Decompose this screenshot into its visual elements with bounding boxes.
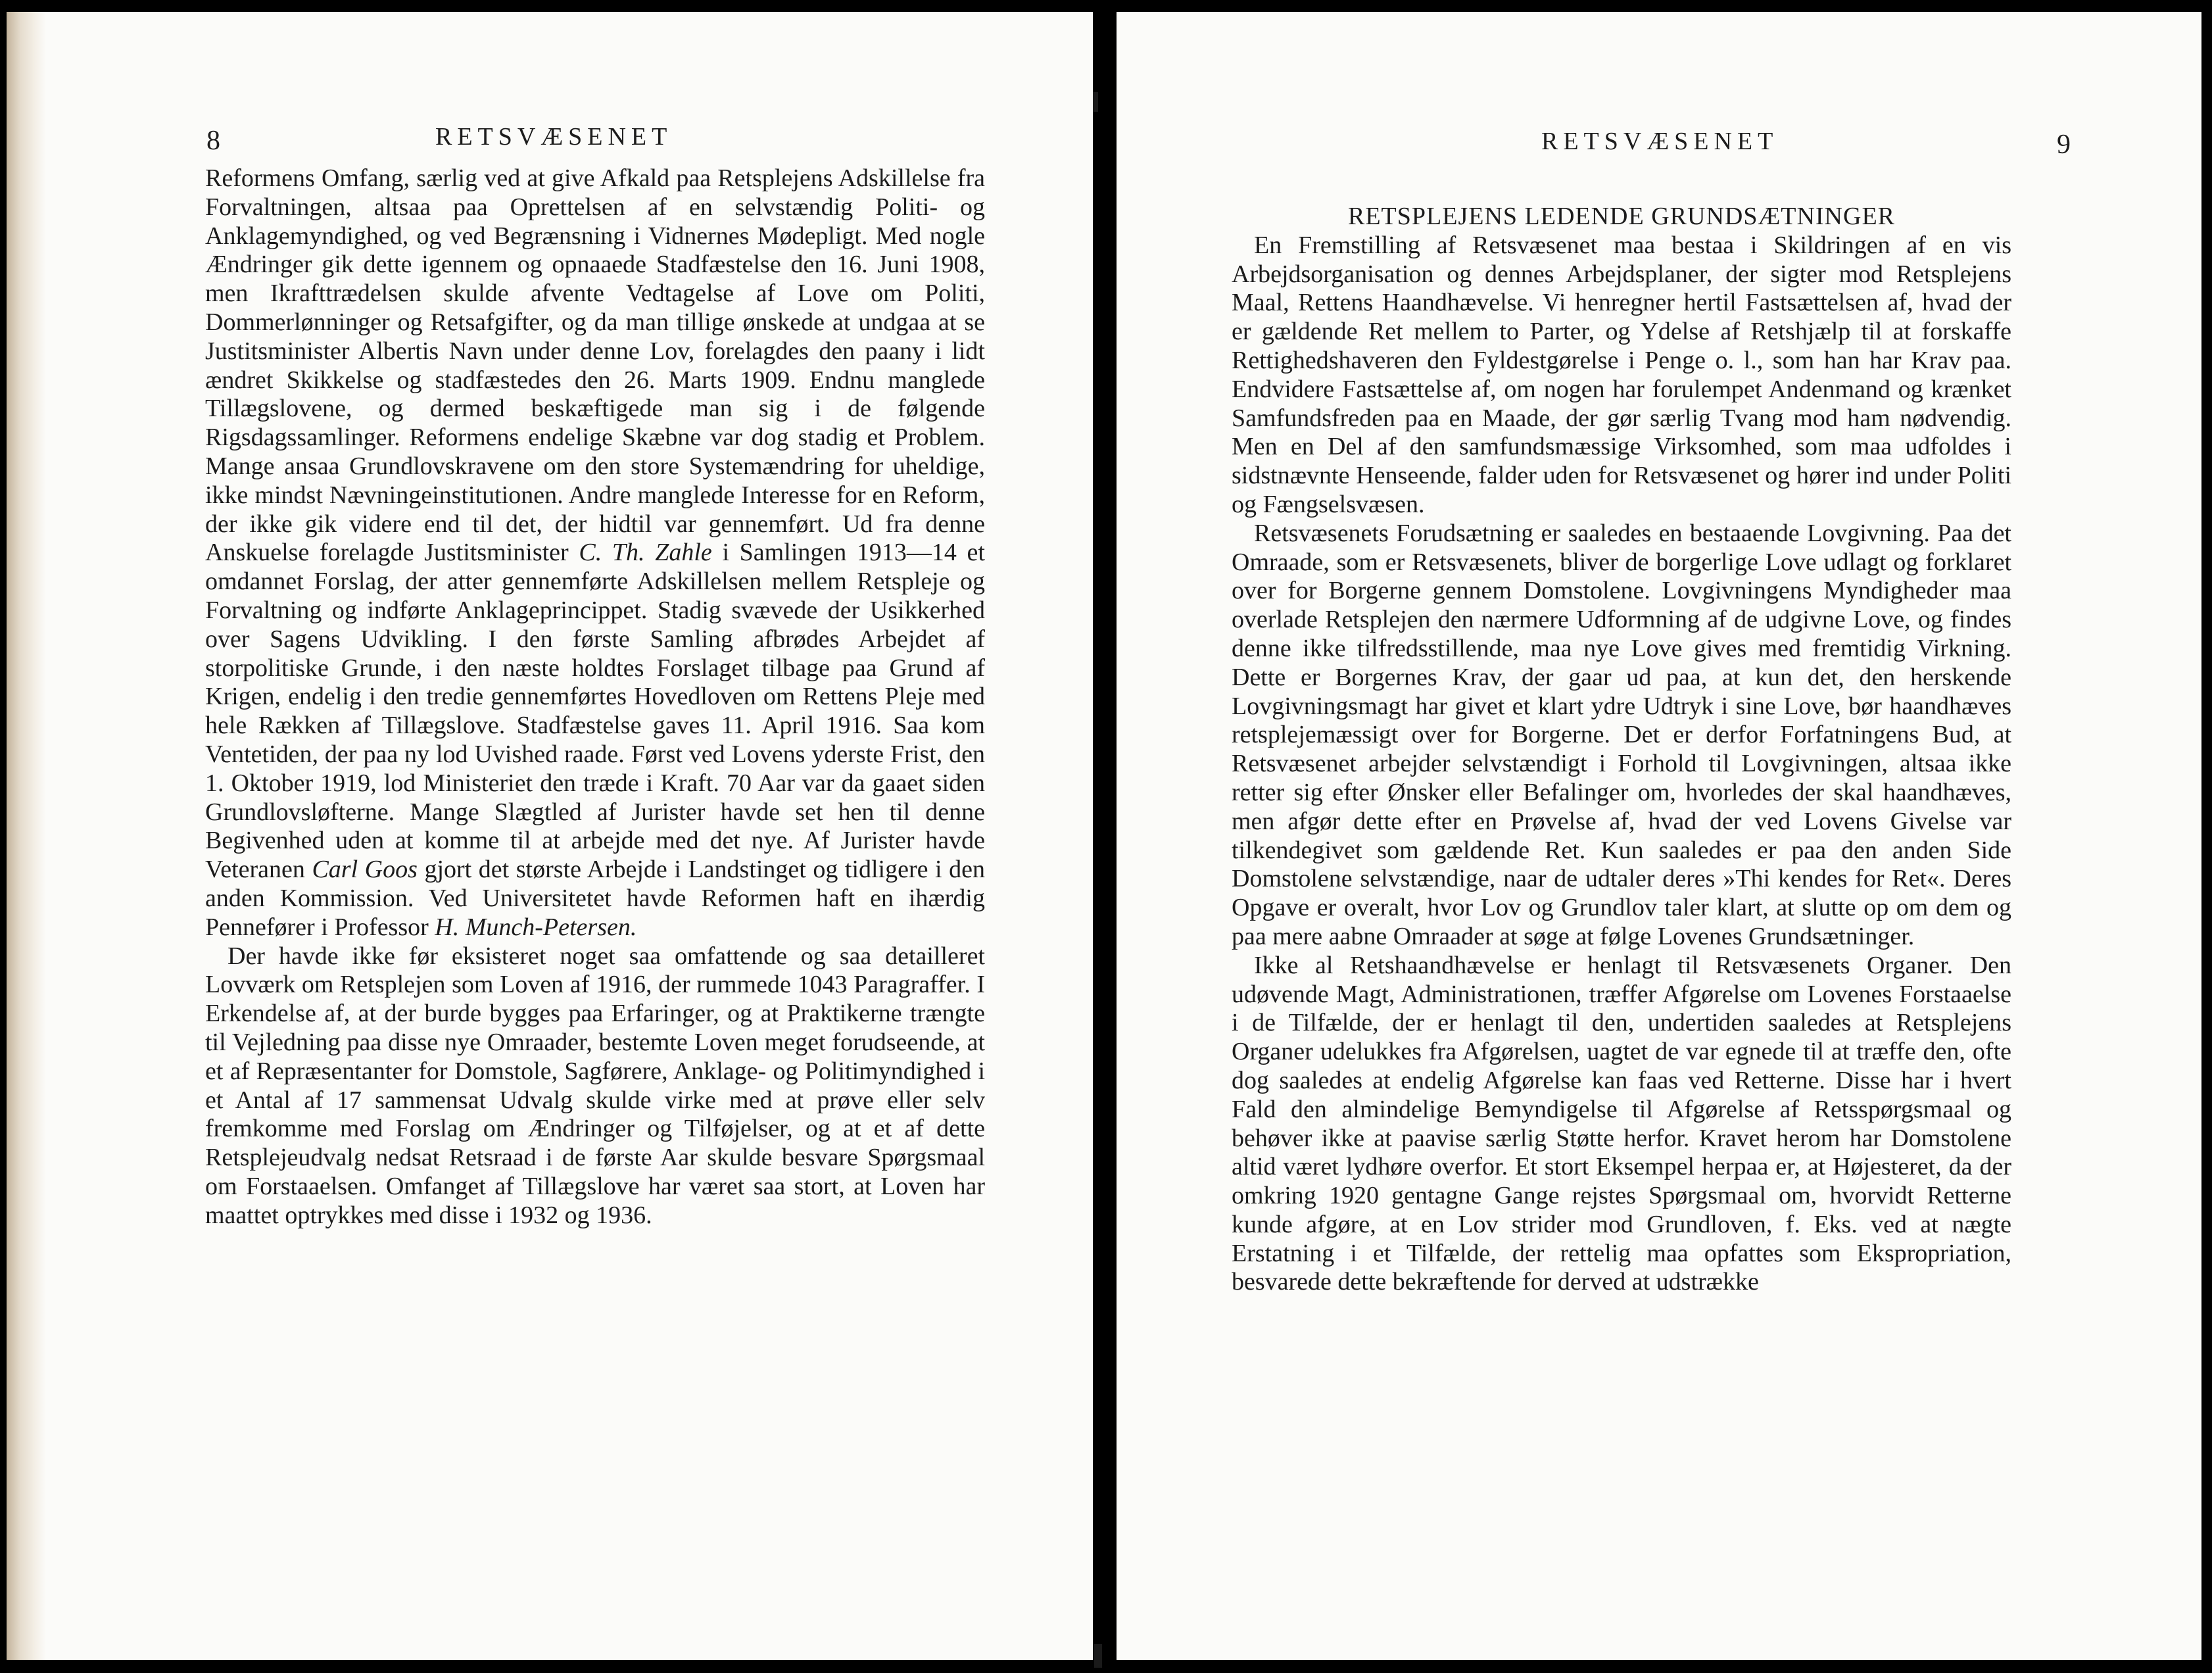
left-page-body: [205, 164, 985, 1420]
text-run: i Samlingen 1913—14 et omdannet Forslag, der atter gennemførte Adskillelsen mellem Retspleje og Forvaltning og indførte Anklageprincippet. Stadig svævede der Usikkerhed over Sagens Udvikling. I den første Samling afbrødes Arbejdet af storpolitiske Grunde, i den næste holdtes Forslaget tilbage paa Grund af Krigen, endelig i den tredie gennemførtes Hovedloven om Rettens Pleje med hele Rækken af Tillægslove. Stadfæstelse gaves 11. April 1916. Saa kom Ventetiden, der paa ny lod Uvished raade. Først ved Lovens yderste Frist, den 1. Oktober 1919, lod Ministeriet den træde i Kraft. 70 Aar var da gaaet siden Grundlovsløfterne. Mange Slægtled af Jurister havde set hen til denne Begivenhed uden at komme til at arbejde med det nye. Af Jurister havde Veteranen: [205, 539, 985, 884]
text-run: Der havde ikke før eksisteret noget saa omfattende og saa detailleret Lovværk om Retsplejen som Loven af 1916, der rummede 1043 Paragraffer. I Erkendelse af, at der burde bygges paa Erfaringer, og at Praktikerne trængte til Vejledning paa disse nye Omraader, bestemte Loven meget forudseende, at et af Repræsentanter for Domstole, Sagførere, Anklage- og Politimyndighed i et Antal af 17 sammensat Udvalg skulde virke med at prøve eller selv fremkomme med Forslag om Ændringer og Tilføjelser, og at et af dette Retsplejeudvalg nedsat Retsraad i de første Aar skulde besvare Spørgsmaal om Forstaaelsen. Omfanget af Tillægslove har været saa stort, at Loven har maattet optrykkes med disse i 1932 og 1936.: [205, 942, 985, 1229]
right-running-head: RETSVÆSENET: [1541, 128, 1779, 155]
left-paragraph-2: [205, 942, 985, 1230]
person-name-goos: Carl Goos: [312, 856, 418, 884]
right-paragraph-1: En Fremstilling af Retsvæsenet maa bestaa i Skildringen af en vis Arbejdsorganisation og dennes Arbejdsplaner, der sigter mod Retsplejens Maal, Rettens Haandhævelse. Vi henregner hertil Fastsættelsen af, hvad der er gældende Ret mellem to Parter, og Ydelse af Retshjælp til at forskaffe Rettighedshaveren den Fyldestgørelse i Penge o. l., som han har Krav paa. Endvidere Fastsættelse af, om nogen har forulempet Andenmand og krænket Samfundsfreden paa en Maade, der gør særlig Tvang mod ham nødvendig. Men en Del af den samfundsmæssige Virksomhed, som maa udfoldes i sidstnævnte Henseende, falder uden for Retsvæsenet og hører ind under Politi og Fængselsvæsen.: [1232, 231, 2011, 518]
text-run: gjort det største Arbejde i Landstinget og tidligere i den anden Kommission. Ved Universitetet havde Reformen haft en ihærdig Pennefører i Professor: [205, 856, 985, 941]
right-paragraph-3: Ikke al Retshaandhævelse er henlagt til Retsvæsenets Organer. Den udøvende Magt, Administrationen, træffer Afgørelse om Lovenes Forstaaelse i de Tilfælde, der er henlagt til den, undertiden saaledes at Retsplejens Organer udelukkes fra Afgørelsen, uagtet de var egnede til at træffe den, ofte dog saaledes at endelig Afgørelse kan faas ved Retterne. Disse har i hvert Fald den almindelige Bemyndigelse til Afgørelse af Retsspørgsmaal og behøver ikke at paavise særlig Støtte herfor. Kravet herom har Domstolene altid været lydhøre overfor. Et stort Eksempel herpaa er, at Højesteret, da der omkring 1920 gentagne Gange rejstes Spørgsmaal om, hvorvidt Retterne kunde afgøre, at en Lov strider mod Grundloven, f. Eks. ved at nægte Erstatning i et Tilfælde, der rettelig maa opfattes som Ekspropriation, besvarede dette bekræftende for derved at udstrække: [1232, 951, 2011, 1296]
left-page: [7, 12, 1093, 1660]
book-binding-edge: [7, 12, 46, 1660]
text-run: Reformens Omfang, særlig ved at give Afkald paa Retsplejens Adskillelse fra Forvaltningen, altsaa paa Oprettelsen af en selvstændig Politi- og Anklagemyndighed, og ved Begrænsning i Vidnernes Mødepligt. Med nogle Ændringer gik dette igennem og opnaaede Stadfæstelse den 16. Juni 1908, men Ikrafttrædelsen skulde afvente Vedtagelse af Love om Politi, Dommerlønninger og Retsafgifter, og da man tillige ønskede at undgaa at se Justitsminister Albertis Navn under denne Lov, forelagdes den paany i lidt ændret Skikkelse og stadfæstedes den 26. Marts 1909. Endnu manglede Tillægslovene, og dermed beskæftigede man sig i de følgende Rigsdagssamlinger. Reformens endelige Skæbne var dog stadig et Problem. Mange ansaa Grundlovskravene om den store Systemændring for uheldige, ikke mindst Nævningeinstitutionen. Andre manglede Interesse for en Reform, der ikke gik videre end til det, der hidtil var gennemført. Ud fra denne Anskuelse forelagde Justitsminister: [205, 164, 985, 567]
person-name-zahle: C. Th. Zahle: [579, 539, 712, 567]
person-name-munch-petersen: H. Munch-Petersen.: [435, 913, 637, 941]
left-paragraph-1: [205, 164, 985, 942]
section-heading: RETSPLEJENS LEDENDE GRUNDSÆTNINGER: [1348, 203, 1895, 230]
right-paragraph-2: Retsvæsenets Forudsætning er saaledes en bestaaende Lovgivning. Paa det Omraade, som er Retsvæsenets, bliver de borgerlige Love udlagt og forklaret over for Borgerne gennem Domstolene. Lovgivningens Myndigheder maa overlade Retsplejen den nærmere Udformning af de udgivne Love, og findes denne ikke tilfredsstillende, maa nye Love gives med fremtidig Virkning. Dette er Borgernes Krav, der gaar ud paa, at kun det, den herskende Lovgivningsmagt har givet et klart ydre Udtryk i sine Love, bør haandhæves retsplejemæssigt over for Borgerne. Det er derfor Forfatningens Bud, at Retsvæsenet arbejder selvstændigt i Forhold til Lovgivningen, altsaa ikke retter sig efter Ønsker eller Befalinger om, hvorledes der skal haandhæves, men afgør dette efter en Prøvelse af, hvad der ved Lovens Givelse var tilkendegivet som gældende Ret. Kun saaledes er paa den anden Side Domstolene selvstændige, naar de udtaler deres »Thi kendes for Ret«. Deres Opgave er overalt, hvor Lov og Grundlov taler klart, at slutte op om dem og paa mere aabne Omraader at søge at følge Lovenes Grundsætninger.: [1232, 519, 2011, 950]
spine-mark-top: [1093, 92, 1098, 112]
right-page-number: 9: [2057, 130, 2071, 160]
left-page-number: 8: [206, 126, 220, 156]
left-running-head: RETSVÆSENET: [435, 123, 673, 151]
spine-mark-bottom: [1094, 1644, 1102, 1668]
right-page: [1117, 12, 2201, 1660]
right-page-body: [1232, 203, 2011, 1491]
